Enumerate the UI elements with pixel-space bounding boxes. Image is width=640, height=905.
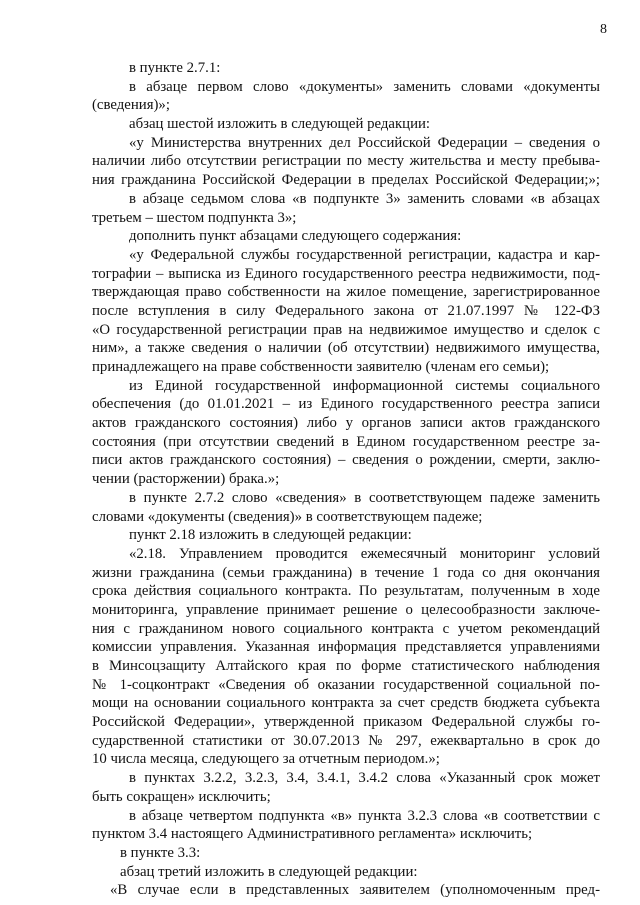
text-line: в пункте 2.7.1: (129, 60, 221, 76)
text-line: пунктом 3.4 настоящего Административного регламента» исключить; (92, 826, 533, 843)
text-line: срока действия социального контракта. По результатам, полученным в ходе (92, 583, 600, 600)
text-line: обеспечения (до 01.01.2021 – из Единого государственного реестра записи (92, 396, 600, 413)
text-line: пункт 2.18 изложить в следующей редакции: (129, 527, 412, 544)
text-line: мониторинга, управление принимает решение о целесообразности заключе- (92, 601, 600, 618)
text-line: после вступления в силу Федерального закона от 21.07.1997 № 122-ФЗ (92, 302, 600, 319)
text-line: наличии либо отсутствии регистрации по месту жительства и месту пребыва- (92, 153, 600, 170)
text-line: принадлежащего на праве собственности заявителю (членам его семьи); (92, 359, 550, 375)
text-line: № 1-соцконтракт «Сведения об оказании государственной социальной по- (92, 676, 600, 693)
text-line: чении (расторжении) брака.»; (92, 471, 280, 488)
document-body (92, 59, 600, 900)
text-line: «2.18. Управлением проводится ежемесячный мониторинг условий (129, 545, 600, 562)
text-line: (сведения)»; (92, 97, 170, 114)
text-line: в пункте 2.7.2 слово «сведения» в соответствующем падеже заменить (129, 489, 600, 506)
text-line: в пунктах 3.2.2, 3.2.3, 3.4, 3.4.1, 3.4.2 слова «Указанный срок может (129, 770, 600, 787)
text-line: дополнить пункт абзацами следующего содержания: (129, 228, 462, 245)
text-line: состояния (при отсутствии сведений в Едином государственном реестре за- (92, 433, 600, 450)
text-line: в абзаце первом слово «документы» заменить словами «документы (129, 78, 600, 95)
text-line: третьем – шестом подпункта 3»; (92, 209, 297, 226)
text-line: абзац третий изложить в следующей редакции: (120, 863, 418, 880)
text-line: в Минсоцзащиту Алтайского края по форме статистического наблюдения (92, 658, 600, 674)
text-line: актов гражданского состояния) либо у органов записи актов гражданского (92, 415, 600, 432)
text-line: из Единой государственной информационной системы социального (129, 377, 600, 394)
text-line: тографии – выписка из Единого государственного реестра недвижимости, под- (92, 265, 600, 282)
text-line: ния с гражданином нового социального контракта с учетом рекомендаций (92, 620, 600, 637)
text-line: жизни гражданина (семьи гражданина) в течение 1 года со дня окончания (92, 564, 600, 581)
text-line: ним», а также сведения о наличии (об отсутствии) недвижимого имущества, (92, 340, 600, 357)
text-line: комиссии управления. Указанная информация представляется управлениями (92, 639, 600, 656)
text-line: «у Министерства внутренних дел Российской Федерации – сведения о (129, 134, 600, 151)
text-line: абзац шестой изложить в следующей редакции: (129, 116, 431, 133)
text-line: словами «документы (сведения)» в соответствующем падеже; (92, 508, 483, 525)
page-number: 8 (600, 22, 607, 37)
text-line: писи актов гражданского состояния) – сведения о рождении, смерти, заклю- (92, 452, 600, 469)
text-line: «О государственной регистрации прав на недвижимое имущество и сделок с (92, 321, 600, 338)
text-line: мощи на основании социального контракта за счет средств бюджета субъекта (92, 695, 600, 712)
text-line: 10 числа месяца, следующего за отчетным периодом.»; (92, 751, 440, 768)
text-line: «В случае если в представленных заявителем (уполномоченным пред- (110, 882, 600, 899)
text-line: в абзаце четвертом подпункта «в» пункта 3.2.3 слова «в соответствии с (129, 807, 600, 824)
text-line: «у Федеральной службы государственной регистрации, кадастра и кар- (129, 246, 600, 263)
text-line: быть сокращен» исключить; (92, 788, 271, 805)
text-line: в пункте 3.3: (120, 844, 201, 861)
text-line: тверждающая право собственности на жилое помещение, зарегистрированное (92, 284, 600, 301)
text-line: ния гражданина Российской Федерации в пределах Российской Федерации;»; (92, 172, 600, 189)
text-line: в абзаце седьмом слова «в подпункте 3» заменить словами «в абзацах (129, 190, 600, 207)
text-line: сударственной статистики от 30.07.2013 № 297, ежеквартально в срок до (92, 732, 600, 749)
text-line: Российской Федерации», утвержденной приказом Федеральной службы го- (92, 714, 600, 731)
